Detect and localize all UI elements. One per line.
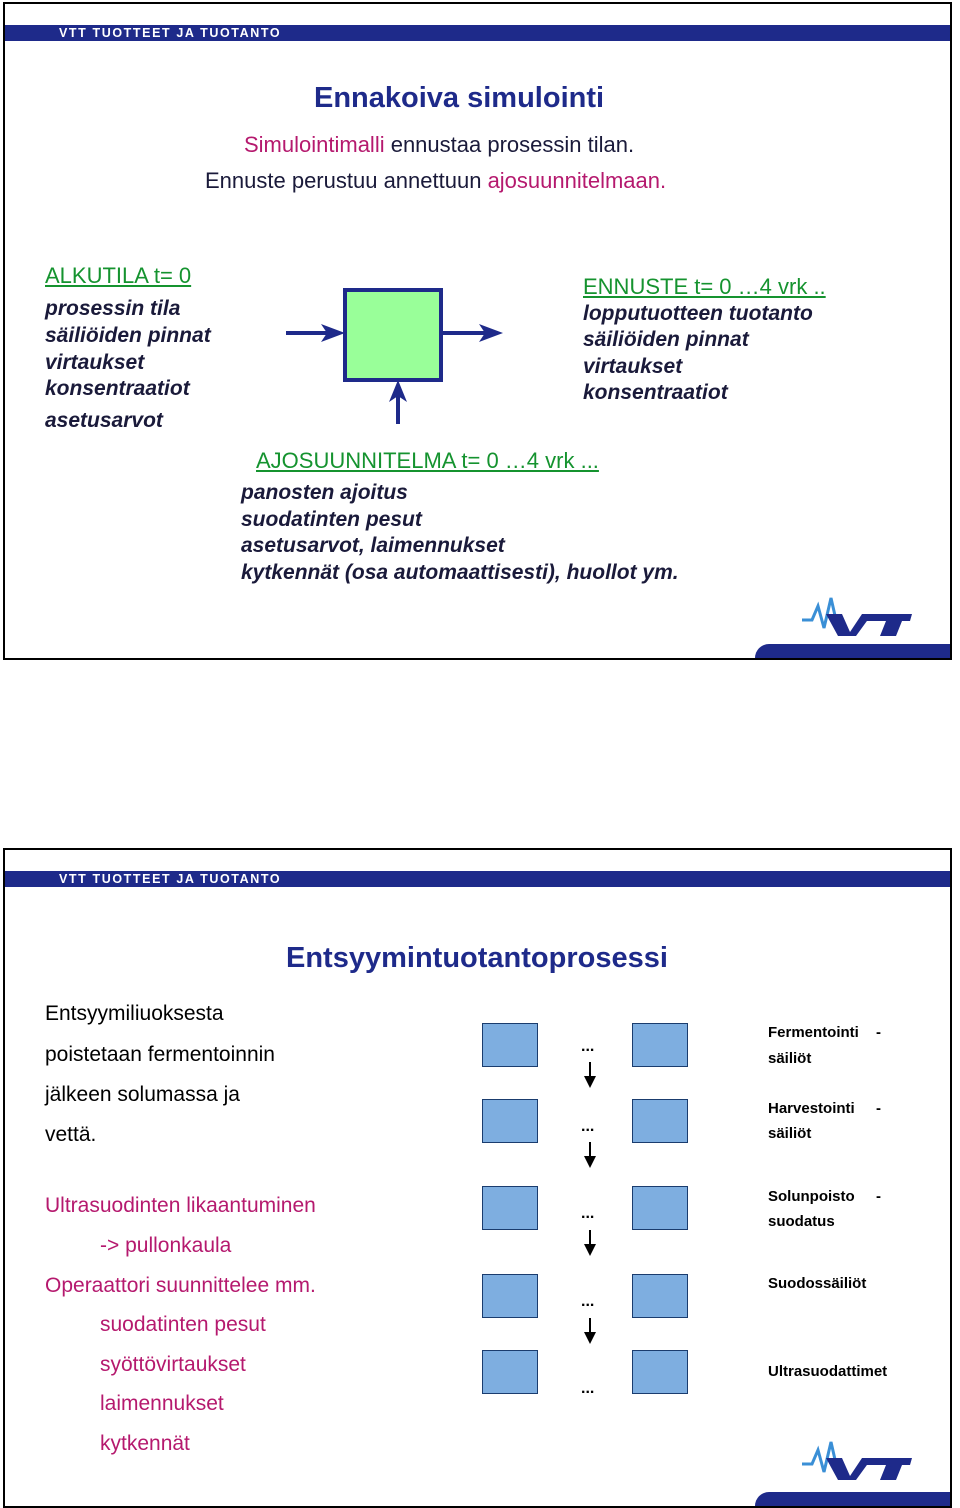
intro-line-1-rest: ennustaa prosessin tilan. (384, 132, 635, 157)
stage-dash: - (876, 1024, 881, 1041)
slide-header-bar: VTT TUOTTEET JA TUOTANTO (5, 25, 950, 41)
stage-label: Fermentointi (768, 1024, 859, 1041)
unit-box (482, 1350, 538, 1394)
unit-box (632, 1023, 688, 1067)
initial-item: konsentraatiot (45, 377, 190, 400)
plan-arrow (389, 380, 407, 424)
unit-box (482, 1023, 538, 1067)
stage-label: Solunpoisto (768, 1188, 855, 1205)
intro-line-1 (244, 132, 634, 158)
intro-line-2-text: Ennuste perustuu annettuun (205, 168, 488, 193)
process-diagram (281, 282, 511, 432)
intro-line-2 (205, 168, 666, 194)
forecast-item: virtaukset (583, 355, 683, 378)
plan-heading: AJOSUUNNITELMA t= 0 …4 vrk ... (256, 448, 599, 473)
slide-header-bar: VTT TUOTTEET JA TUOTANTO (5, 871, 950, 887)
initial-item: prosessin tila (45, 297, 181, 320)
vtt-logo-icon (798, 594, 914, 640)
task-item: suodatinten pesut (100, 1313, 266, 1336)
slide-title: Entsyymintuotantoprosessi (286, 942, 668, 974)
slide-entsyymintuotantoprosessi (3, 848, 952, 1508)
flow-arrow-icon (581, 1140, 601, 1170)
stage-dash: - (876, 1188, 881, 1205)
slide-ennakoiva-simulointi (3, 2, 952, 660)
task-item: syöttövirtaukset (100, 1353, 246, 1376)
issue-line: Ultrasuodinten likaantuminen (45, 1194, 316, 1217)
unit-box (632, 1186, 688, 1230)
intro-term-simulointimalli: Simulointimalli (244, 132, 385, 157)
plan-item: panosten ajoitus (241, 481, 408, 504)
flow-arrow-icon (581, 1316, 601, 1346)
initial-item: säiliöiden pinnat (45, 324, 211, 347)
unit-box (482, 1274, 538, 1318)
plan-item: suodatinten pesut (241, 508, 422, 531)
vtt-logo-icon (798, 1438, 914, 1484)
intro-term-ajosuunnitelma: ajosuunnitelmaan. (487, 168, 667, 193)
forecast-item: konsentraatiot (583, 381, 728, 404)
stage-label: Suodossäiliöt (768, 1275, 867, 1292)
unit-box (632, 1099, 688, 1143)
initial-item: asetusarvot (45, 409, 163, 432)
plan-item: asetusarvot, laimennukset (241, 534, 505, 557)
unit-box (482, 1099, 538, 1143)
forecast-heading: ENNUSTE t= 0 …4 vrk .. (583, 274, 826, 299)
unit-dots: ... (581, 1380, 595, 1397)
unit-dots: ... (581, 1118, 595, 1135)
unit-dots: ... (581, 1038, 595, 1055)
footer-strip (755, 1492, 950, 1506)
task-item: laimennukset (100, 1392, 224, 1415)
intro-line: Entsyymiliuoksesta (45, 1002, 224, 1025)
intro-line: jälkeen solumassa ja (45, 1083, 240, 1106)
unit-box (632, 1274, 688, 1318)
input-arrow (286, 324, 345, 342)
flow-arrow-icon (581, 1228, 601, 1258)
slide-title: Ennakoiva simulointi (314, 82, 605, 114)
unit-dots: ... (581, 1293, 595, 1310)
process-box (345, 290, 441, 380)
footer-strip (755, 644, 950, 658)
output-arrow (441, 324, 503, 342)
stage-dash: - (876, 1100, 881, 1117)
unit-dots: ... (581, 1205, 595, 1222)
stage-label: Harvestointi (768, 1100, 855, 1117)
flow-arrow-icon (581, 1060, 601, 1090)
issue-line: Operaattori suunnittelee mm. (45, 1274, 316, 1297)
stage-label: Ultrasuodattimet (768, 1363, 888, 1380)
unit-box (482, 1186, 538, 1230)
forecast-item: säiliöiden pinnat (583, 328, 749, 351)
intro-line: poistetaan fermentoinnin (45, 1043, 275, 1066)
stage-label-2: säiliöt (768, 1050, 812, 1067)
initial-item: virtaukset (45, 351, 145, 374)
initial-state-heading: ALKUTILA t= 0 (45, 263, 192, 288)
stage-label-2: säiliöt (768, 1125, 812, 1142)
task-item: kytkennät (100, 1432, 190, 1455)
issue-sub-line: -> pullonkaula (100, 1234, 232, 1257)
unit-box (632, 1350, 688, 1394)
stage-label-2: suodatus (768, 1213, 835, 1230)
forecast-item: lopputuotteen tuotanto (583, 302, 813, 325)
plan-item: kytkennät (osa automaattisesti), huollot ym. (241, 561, 679, 584)
intro-line: vettä. (45, 1123, 97, 1146)
